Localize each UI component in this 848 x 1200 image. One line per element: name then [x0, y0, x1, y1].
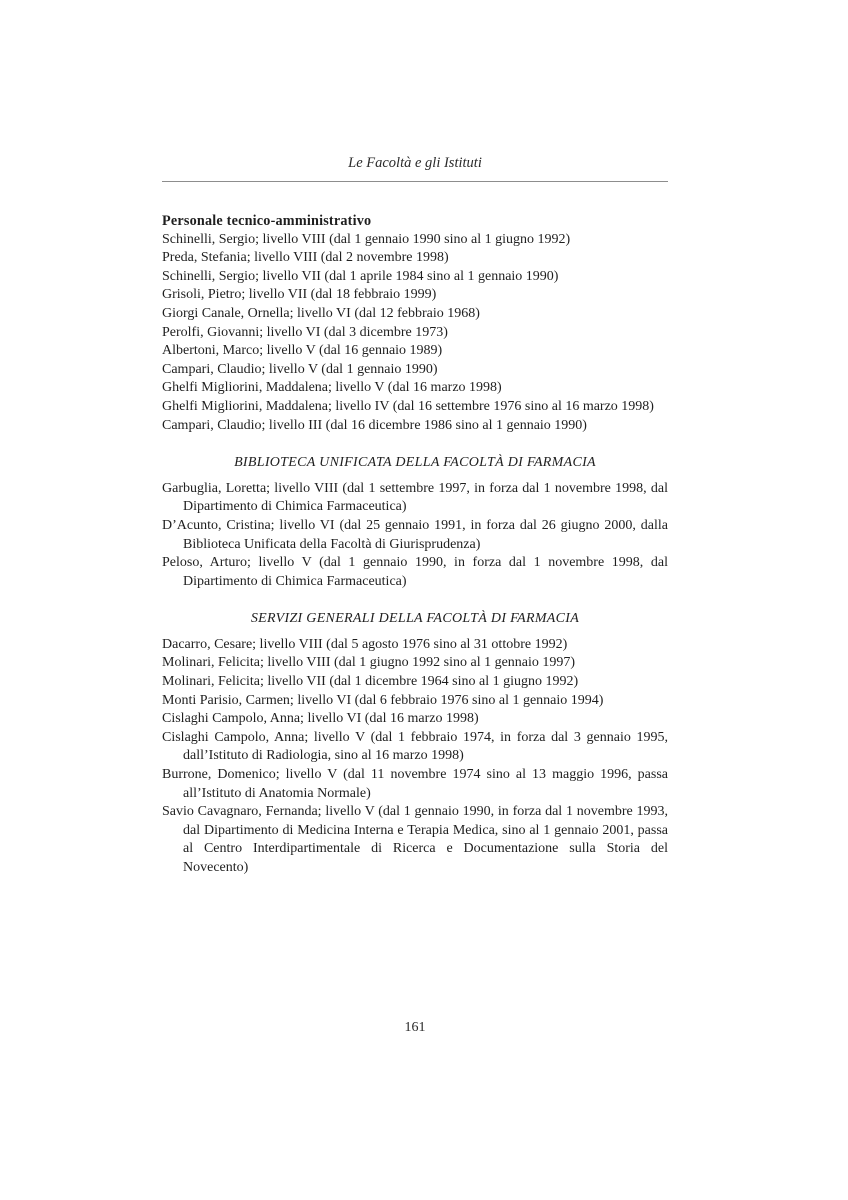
personnel-entry: Albertoni, Marco; livello V (dal 16 gennaio 1989) — [162, 343, 443, 359]
personnel-entry: Schinelli, Sergio; livello VIII (dal 1 gennaio 1990 sino al 1 giugno 1992) — [162, 231, 571, 247]
personnel-entry: Schinelli, Sergio; livello VII (dal 1 aprile 1984 sino al 1 gennaio 1990) — [162, 268, 559, 284]
personnel-entry: Monti Parisio, Carmen; livello VI (dal 6 febbraio 1976 sino al 1 gennaio 1994) — [162, 692, 604, 708]
personnel-entry: Cislaghi Campolo, Anna; livello V (dal 1 febbraio 1974, in forza dal 3 gennaio 1995, dall’Istituto di Radiologia, sino al 16 marzo 1998) — [162, 729, 668, 764]
personnel-entry: Burrone, Domenico; livello V (dal 11 novembre 1974 sino al 13 maggio 1996, passa all’Istituto di Anatomia Normale) — [162, 767, 668, 801]
personnel-entry: Preda, Stefania; livello VIII (dal 2 novembre 1998) — [162, 250, 449, 266]
personnel-entry: Savio Cavagnaro, Fernanda; livello V (dal 1 gennaio 1990, in forza dal 1 novembre 1993, dal Dipartimento di Medicina Interna e Terapia Medica, sino al 1 gennaio 2001, passa al Centro Interdipartimentale di Ricerca e Documentazione sulla Storia del Novecento) — [162, 804, 668, 875]
personnel-entry: Ghelfi Migliorini, Maddalena; livello V (dal 16 marzo 1998) — [162, 380, 502, 396]
section-heading: SERVIZI GENERALI DELLA FACOLTÀ DI FARMACIA — [250, 611, 580, 627]
personnel-entry: Peloso, Arturo; livello V (dal 1 gennaio 1990, in forza dal 1 novembre 1998, dal Dipartimento di Chimica Farmaceutica) — [162, 555, 668, 589]
page-number: 161 — [404, 1020, 426, 1035]
personnel-entry: Molinari, Felicita; livello VIII (dal 1 giugno 1992 sino al 1 gennaio 1997) — [162, 655, 576, 671]
personnel-entry: Ghelfi Migliorini, Maddalena; livello IV (dal 16 settembre 1976 sino al 16 marzo 1998) — [162, 398, 654, 414]
personnel-entry: Campari, Claudio; livello V (dal 1 gennaio 1990) — [162, 361, 438, 377]
personnel-entry: Molinari, Felicita; livello VII (dal 1 dicembre 1964 sino al 1 giugno 1992) — [162, 674, 579, 690]
personnel-entry: Cislaghi Campolo, Anna; livello VI (dal 16 marzo 1998) — [162, 711, 479, 727]
personnel-entry: Dacarro, Cesare; livello VIII (dal 5 agosto 1976 sino al 31 ottobre 1992) — [162, 636, 568, 652]
personnel-entry: Campari, Claudio; livello III (dal 16 dicembre 1986 sino al 1 gennaio 1990) — [162, 417, 587, 433]
page-content — [162, 212, 668, 878]
running-head: Le Facoltà e gli Istituti — [348, 155, 482, 171]
personnel-entry: Grisoli, Pietro; livello VII (dal 18 febbraio 1999) — [162, 287, 437, 303]
personnel-entry: Giorgi Canale, Ornella; livello VI (dal 12 febbraio 1968) — [162, 305, 480, 321]
personnel-entry: Perolfi, Giovanni; livello VI (dal 3 dicembre 1973) — [162, 324, 448, 340]
personnel-entry: D’Acunto, Cristina; livello VI (dal 25 gennaio 1991, in forza dal 26 giugno 2000, dalla Biblioteca Unificata della Facoltà di Giurisprudenza) — [162, 517, 668, 552]
header-rule — [162, 181, 668, 182]
section-heading: BIBLIOTECA UNIFICATA DELLA FACOLTÀ DI FARMACIA — [234, 455, 596, 471]
section-heading: Personale tecnico-amministrativo — [162, 213, 372, 229]
personnel-entry: Garbuglia, Loretta; livello VIII (dal 1 settembre 1997, in forza dal 1 novembre 1998, dal Dipartimento di Chimica Farmaceutica) — [162, 480, 668, 515]
